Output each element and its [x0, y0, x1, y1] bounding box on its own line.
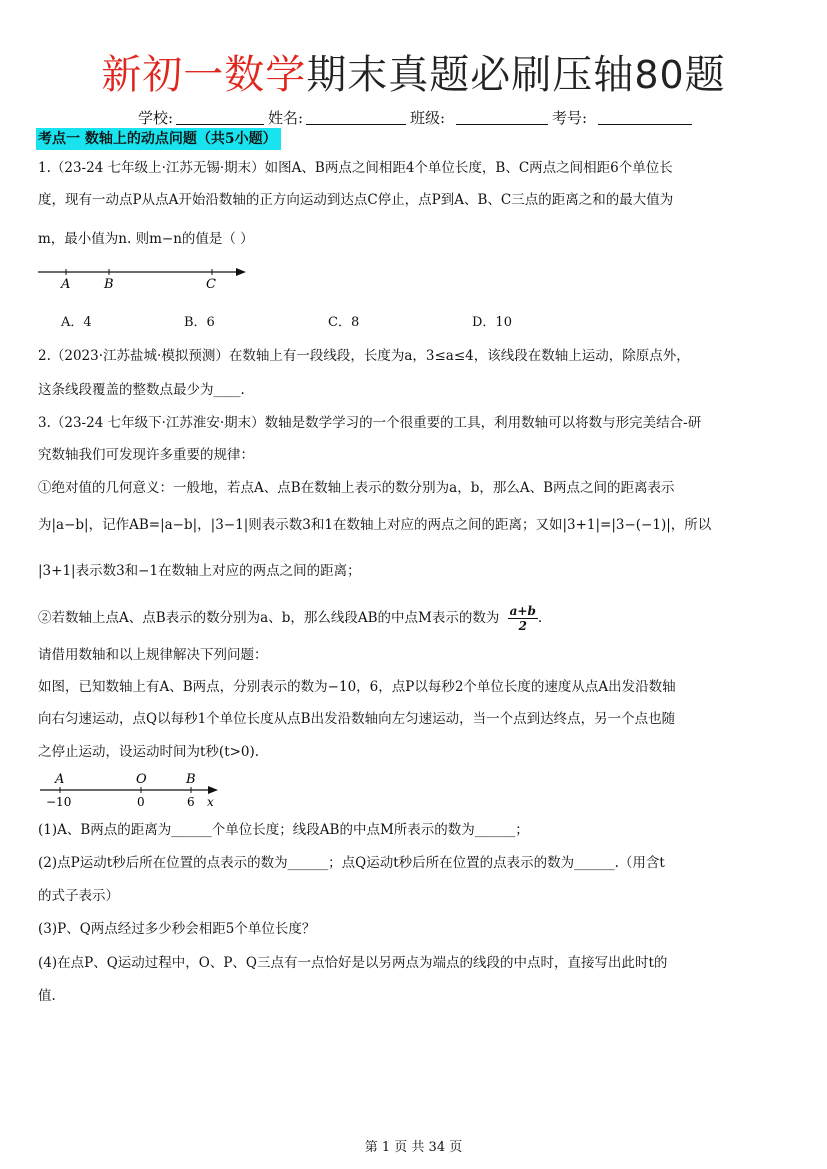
- q3-label-o: O: [136, 772, 147, 787]
- q3-value-a: −10: [46, 795, 72, 809]
- q3-rule1-line3: |3+1|表示数3和−1在数轴上对应的两点之间的距离；: [38, 563, 361, 579]
- q1-axis-arrow: [236, 268, 246, 276]
- q3-prompt: 请借用数轴和以上规律解决下列问题：: [38, 647, 268, 663]
- q2-line1: 2.（2023·江苏盐城·模拟预测）在数轴上有一段线段，长度为a，3≤a≤4，该线段在数轴上运动，除原点外，: [38, 348, 690, 364]
- q3-rule2-denominator: 2: [518, 619, 527, 633]
- q1-label-c: C: [206, 277, 216, 292]
- q3-rule2-numerator: a+b: [509, 604, 536, 618]
- q3-label-a: A: [55, 772, 65, 787]
- q1-option-a[interactable]: A．4: [61, 315, 92, 330]
- exam-no-blank: [598, 124, 692, 125]
- school-blank: [176, 124, 264, 125]
- q1-label-a: A: [61, 277, 71, 292]
- title-black-end: 题: [684, 52, 726, 98]
- class-label: 班级:: [410, 109, 446, 127]
- name-blank: [306, 124, 406, 125]
- exam-no-label: 考号:: [552, 109, 588, 127]
- q3-body-line3: 之停止运动，设运动时间为t秒(t>0).: [38, 744, 260, 760]
- q1-option-b[interactable]: B．6: [184, 315, 215, 330]
- school-label: 学校:: [138, 109, 174, 127]
- q3-sub1: (1)A、B两点的距离为______个单位长度；线段AB的中点M所表示的数为______；: [38, 822, 529, 838]
- q3-line2: 究数轴我们可发现许多重要的规律：: [38, 447, 254, 463]
- q3-line1: 3.（23-24 七年级下·江苏淮安·期末）数轴是数学学习的一个很重要的工具，利用数轴可以将数与形完美结合-研: [38, 415, 702, 431]
- q1-option-c[interactable]: C．8: [328, 315, 360, 330]
- q3-axis-x-label: x: [207, 795, 214, 809]
- q3-sub2-line1: (2)点P运动t秒后所在位置的点表示的数为______；点Q运动t秒后所在位置的点表示的数为______.（用含t: [38, 855, 665, 871]
- q3-value-b: 6: [187, 795, 195, 809]
- q3-rule2-text: ②若数轴上点A、点B表示的数分别为a、b，那么线段AB的中点M表示的数为: [38, 610, 500, 626]
- section-header: 考点一 数轴上的动点问题（共5小题）: [36, 128, 281, 150]
- title-number: 80: [634, 53, 685, 97]
- q1-line2: 度，现有一动点P从点A开始沿数轴的正方向运动到达点C停止，点P到A、B、C三点的距离之和的最大值为: [38, 192, 674, 208]
- q3-label-b: B: [186, 772, 196, 787]
- q3-rule2-period: .: [537, 610, 543, 626]
- title-black-part: 期末真题必刷压轴: [306, 52, 635, 98]
- q3-value-o: 0: [137, 795, 145, 809]
- q1-line1: 1.（23-24 七年级上·江苏无锡·期末）如图A、B两点之间相距4个单位长度，B、C两点之间相距6个单位长: [38, 160, 673, 176]
- q3-sub2-line2: 的式子表示）: [38, 888, 119, 904]
- page-title: [0, 50, 827, 100]
- name-label: 姓名:: [268, 109, 304, 127]
- q1-number-line: [36, 262, 256, 294]
- q3-body-line1: 如图，已知数轴上有A、B两点，分别表示的数为−10，6，点P以每秒2个单位长度的速度从点A出发沿数轴: [38, 679, 676, 695]
- q3-number-line: [36, 768, 236, 810]
- class-blank: [456, 124, 548, 125]
- page-footer: 第 1 页 共 34 页: [364, 1140, 463, 1155]
- q1-line3: m，最小值为n. 则m−n的值是（ ）: [38, 231, 254, 247]
- q3-sub4-line1: (4)在点P、Q运动过程中，O、P、Q三点有一点恰好是以另两点为端点的线段的中点时，直接写出此时t的: [38, 955, 668, 971]
- q2-line2: 这条线段覆盖的整数点最少为____.: [38, 382, 245, 398]
- q3-rule1-line2: 为|a−b|，记作AB=|a−b|，|3−1|则表示数3和1在数轴上对应的两点之间的距离；又如|3+1|=|3−(−1)|，所以: [38, 517, 712, 533]
- q3-rule1-line1: ①绝对值的几何意义：一般地，若点A、点B在数轴上表示的数分别为a，b，那么A、B两点之间的距离表示: [38, 480, 675, 496]
- q1-option-d[interactable]: D．10: [472, 315, 512, 330]
- q1-label-b: B: [104, 277, 114, 292]
- q3-body-line2: 向右匀速运动，点Q以每秒1个单位长度从点B出发沿数轴向左匀速运动，当一个点到达终点，另一个点也随: [38, 711, 676, 727]
- title-red-part: 新初一数学: [101, 52, 307, 98]
- q3-sub3: (3)P、Q两点经过多少秒会相距5个单位长度？: [38, 921, 316, 937]
- q3-sub4-line2: 值.: [38, 988, 56, 1004]
- q3-rule2-fraction: [508, 604, 538, 633]
- q3-axis-arrow: [208, 786, 218, 794]
- q3-rule2: [38, 604, 542, 633]
